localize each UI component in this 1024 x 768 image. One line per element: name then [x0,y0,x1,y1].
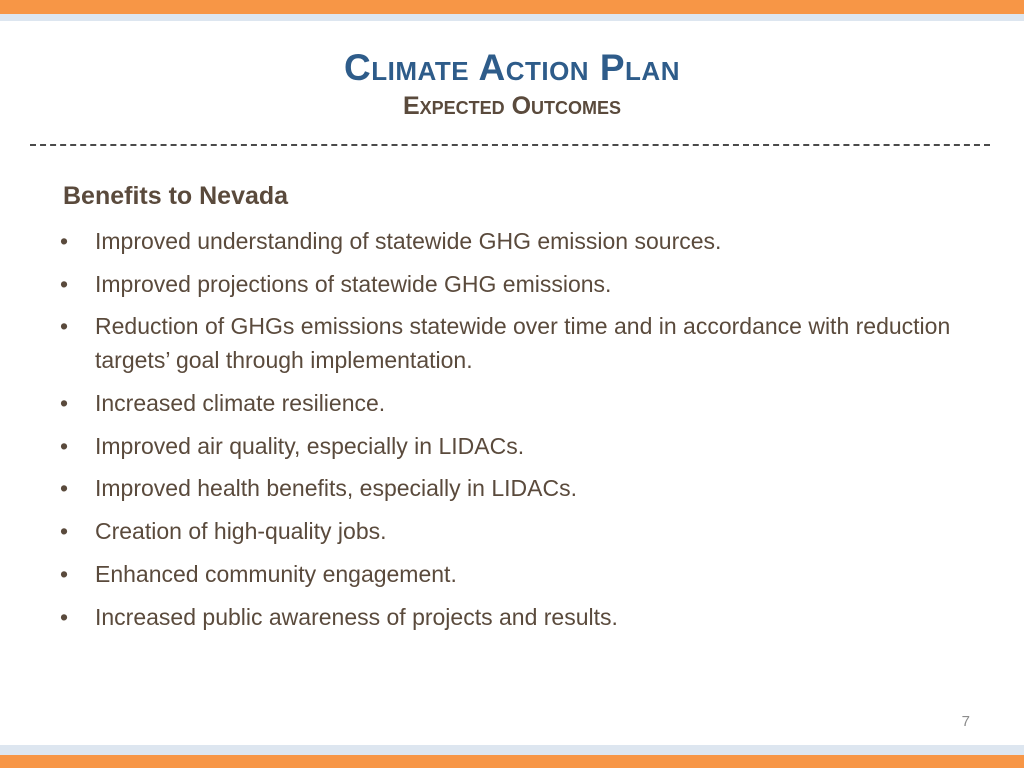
list-item [58,309,958,377]
list-item-text: Improved air quality, especially in LIDACs. [95,432,525,459]
bottom-orange-band [0,755,1024,768]
bullet-icon: • [60,228,69,254]
bullet-icon: • [60,313,69,340]
list-item-text: Improved understanding of statewide GHG emission sources. [95,228,722,254]
bullet-icon: • [60,390,69,417]
bullet-icon: • [60,603,69,630]
benefits-list [58,224,958,642]
list-item [58,471,958,505]
list-item-text: Improved projections of statewide GHG emissions. [95,270,612,297]
list-item [58,557,958,591]
list-item-text: Reduction of GHGs emissions statewide over time and in accordance with reduction targets’ goal through implementation. [95,313,951,374]
list-item [58,600,958,634]
bottom-blue-band [0,745,1024,755]
page-number: 7 [961,713,970,730]
list-item [58,514,958,548]
list-item [58,224,958,258]
bullet-icon: • [60,475,69,502]
list-item-text: Enhanced community engagement. [95,560,457,587]
list-item [58,386,958,420]
slide-subtitle: Expected Outcomes [402,92,622,120]
section-heading: Benefits to Nevada [63,182,289,210]
top-blue-band [0,14,1024,21]
slide-title: Climate Action Plan [344,47,680,88]
bullet-icon: • [60,518,69,545]
bullet-icon: • [60,432,69,459]
list-item-text: Improved health benefits, especially in LIDACs. [95,475,577,502]
bullet-icon: • [60,560,69,587]
list-item-text: Creation of high-quality jobs. [95,518,387,545]
dashed-divider [30,144,990,146]
list-item-text: Increased climate resilience. [95,390,386,417]
list-item [58,267,958,301]
list-item-text: Increased public awareness of projects and results. [95,603,618,630]
list-item [58,429,958,463]
top-orange-band [0,0,1024,14]
bullet-icon: • [60,270,69,297]
